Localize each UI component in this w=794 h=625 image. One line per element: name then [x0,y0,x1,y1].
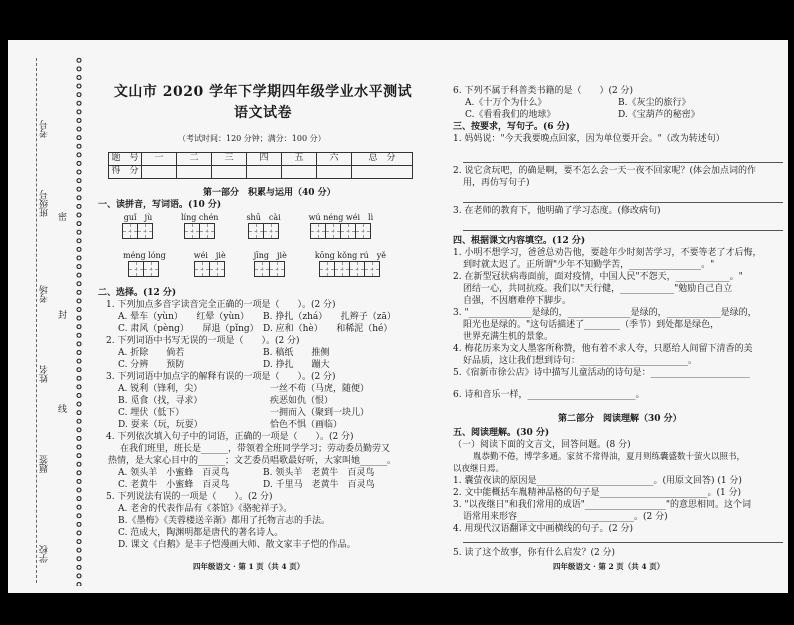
question-line: 语常用来形容__________________________。(2 分) [463,512,668,522]
answer-box[interactable] [349,261,365,277]
option: C. 肃风（pèng） 屏退（pǐng） [118,324,259,334]
score-cell[interactable] [177,166,212,179]
question-line: 好品质，这让我们想到诗句：________________________。 [463,356,698,366]
answer-box[interactable] [340,223,356,239]
option: A. 折除 倘若 [118,348,185,358]
label-kaochang: 考场 [40,285,50,303]
question-line: 自强，不因磨难停下脚步。 [463,296,572,306]
exam-paper [8,40,788,593]
label-mi: 密 [58,213,68,223]
answer-box[interactable] [310,223,326,239]
option: C.《看看我们的地球》 [465,110,556,120]
answer-line[interactable] [463,202,783,203]
score-table [108,152,413,179]
question-line: 用，再仿写句子) [463,178,530,188]
answer-box[interactable] [194,261,210,277]
question-line: 2. 文中能概括车胤精神品格的句子是________________________。(1 分) [453,488,742,498]
answer-box[interactable] [137,223,153,239]
exam-info: （考试时间：120 分钟；满分：100 分） [178,134,326,143]
answer-box[interactable] [355,223,371,239]
label-banji: 班级号 [40,190,50,217]
option: B.《灰尘的旅行》 [618,98,691,108]
pinyin: wéi jiè [193,251,226,260]
question-line: 到时就太迟了。正所谓"少年不知勤学苦，________________。" [463,260,715,270]
question-line: 3. "以夜继日"和我们常用的成语"__________________"的意思相同。这个词 [453,500,752,510]
binding-margin [8,40,88,593]
answer-box[interactable] [325,223,341,239]
option: B. 觅食（找，寻求） [118,396,203,406]
score-head: 二 [177,153,212,166]
option: A. 晕车（yùn） 红晕（yùn） [118,312,250,322]
question-line: 4. 梅花历来为文人墨客所称赞，他有着不求人夸，只愿给人间留下清香的美 [453,344,753,354]
page-footer: 四年级语文 · 第 1 页（共 4 页） [193,562,305,571]
answer-box[interactable] [254,261,270,277]
option: 一拥而入（聚到一块儿） [270,408,370,418]
answer-box[interactable] [364,261,380,277]
score-cell[interactable] [352,166,413,179]
q3-heading: 三、按要求，写句子。(6 分) [453,122,570,132]
answer-box[interactable] [269,261,285,277]
pinyin-row-1 [123,212,373,239]
question-line: 热情，是大家心目中的______；文艺委员唱歌最好听，大家叫她______。 [108,456,397,466]
question-line: 6. 诗和音乐一样，________________________。 [453,390,645,400]
answer-box[interactable] [122,223,138,239]
option: B. 挣扎（zhá） 扎辫子（zā） [263,312,396,322]
question-line: 2. 说它贪玩吧，的确是啊，要不怎么会一天一夜不回家呢？(体会加点词的作 [453,166,756,176]
score-label: 得 分 [109,166,142,179]
score-head: 一 [142,153,177,166]
q2-heading: 二、选择。(12 分) [98,288,177,298]
score-head: 三 [212,153,247,166]
answer-box[interactable] [334,261,350,277]
score-cell[interactable] [247,166,282,179]
question-line: 3. 在老师的教育下，他明确了学习态度。(修改病句) [453,206,661,216]
answer-box[interactable] [319,261,335,277]
pinyin: méng lóng [123,251,166,260]
question-line: 团结一心，共同抗疫。我们以"天行健，____________"勉励自己自立 [463,284,733,294]
question-line: 3. 下列词语中加点字的解释有误的一项是（ ）。(2 分) [106,372,336,382]
pinyin: líng chén [181,213,219,222]
option: C. 埋伏（低下） [118,408,185,418]
answer-box[interactable] [263,223,279,239]
label-feng: 封 [58,311,68,321]
option: B. 领头羊 老黄牛 百灵鸟 [263,468,375,478]
question-line: 5. 读了这个故事，你有什么启发？(2 分) [453,548,616,558]
pinyin: guǐ jù [123,213,153,222]
q5-heading: 五、阅读理解。(30 分) [453,428,550,438]
question-line: 1. 小明不想学习，爸爸总劝告他，要趁年少时刻苦学习，不要等老了才后悔， [453,248,762,258]
score-cell[interactable] [142,166,177,179]
option: B. 稿纸 推侧 [263,348,330,358]
question-line: 1. 下列加点多音字读音完全正确的一项是（ ）。(2 分) [106,300,336,310]
option: A. 领头羊 小蜜蜂 百灵鸟 [118,468,230,478]
option: A.《十万个为什么》 [465,98,547,108]
score-head: 题 号 [109,153,142,166]
label-tiqian: 题签 [40,455,50,473]
answer-line[interactable] [463,542,783,543]
question-line: 4. 用现代汉语翻译文中画横线的句子。(2 分) [453,524,634,534]
question-line: （一）阅读下面的文言文，回答问题。(8 分) [453,440,631,450]
part2-heading: 第二部分 阅读理解（30 分） [558,414,682,424]
part1-heading: 第一部分 积累与运用（40 分） [203,188,336,198]
option: A. 老舍的代表作品有《茶馆》《骆驼祥子》。 [118,504,293,514]
option: C. 老黄牛 小蜜蜂 百灵鸟 [118,480,230,490]
option: D.《宝葫芦的秘密》 [618,110,700,120]
score-cell[interactable] [282,166,317,179]
exam-subtitle: 语文试卷 [234,105,292,121]
pinyin: jīng jiè [253,251,287,260]
question-line: 阳光也是绿的。"这句话描述了________（季节）到处都是绿色， [463,320,720,330]
classical-text: 以夜继日焉。 [453,464,505,474]
question-line: 1. 囊萤夜读的原因是__________________________。(用原文回答) (1 分) [453,476,742,486]
question-line: 2. 下列词语中书写无误的一项是（ ）。(2 分) [106,336,300,346]
option: D. 课文《白鹅》是丰子恺漫画大师、散文家丰子恺的作品。 [118,540,356,550]
score-cell[interactable] [212,166,247,179]
option: C. 范成大，陶渊明都是唐代的著名诗人。 [118,528,284,538]
option: A. 锐利（锋利，尖） [118,384,203,394]
q1-heading: 一、读拼音，写词语。(10 分) [98,200,222,210]
answer-box[interactable] [184,223,200,239]
answer-box[interactable] [248,223,264,239]
option: 一丝不苟（马虎，随便） [270,384,370,394]
pinyin: shū cài [246,213,281,222]
option: 疾恶如仇（恨） [270,396,334,406]
exam-title: 文山市 2020 学年下学期四年级学业水平测试 [113,84,413,100]
option: C. 分辨 预防 [118,360,185,370]
question-line: 6. 下列不属于科普类书籍的是（ ）(2 分) [453,86,634,96]
answer-box[interactable] [199,223,215,239]
label-xingming: 姓名 [40,365,50,383]
question-line: 在我们班里，班长是______，带领着全班同学学习；劳动委员勤劳又 [120,444,391,454]
option: D. 耍来（玩，玩耍） [118,420,203,430]
score-head: 四 [247,153,282,166]
question-line: 1. 妈妈说："今天我要晚点回家，因为单位要开会。"（改为转述句） [453,134,725,144]
answer-line[interactable] [463,162,783,163]
answer-box[interactable] [143,261,159,277]
pinyin: kōng kǒng rú yě [314,251,387,260]
option: D. 千里马 老黄牛 百灵鸟 [263,480,375,490]
question-line: 4. 下列依次填入句子中的词语，正确的一项是（ ）。(2 分) [106,432,354,442]
score-head: 五 [282,153,317,166]
score-head: 六 [317,153,352,166]
page-footer: 四年级语文 · 第 2 页（共 4 页） [553,562,665,571]
question-line: 3. "______________是绿的，______________是绿的，____________是绿的， [453,308,757,318]
option: 恰色不惧（画临） [270,420,343,430]
option: B.《墨梅》《芙蓉楼送辛渐》都用了托物言志的手法。 [118,516,330,526]
binding-holes [75,56,83,586]
label-xuexiao: 学校 [40,545,50,563]
score-head: 总 分 [352,153,413,166]
option: D. 挣扎 蹦大 [263,360,330,370]
classical-text: 胤恭勤不倦，博学多通。家贫不常得油，夏月则练囊盛数十萤火以照书， [473,452,746,462]
cut-line [36,58,37,583]
label-kaohao: 考号 [40,120,50,138]
pinyin-row-2 [123,250,386,277]
answer-box[interactable] [128,261,144,277]
pinyin: wú néng wéi lì [308,213,374,222]
question-line: 5.《宿新市徐公店》诗中描写儿童活动的诗句是：______________________ [453,368,750,378]
label-xian: 线 [58,405,68,415]
question-line: 5. 下列说法有误的一项是（ ）。(2 分) [106,492,273,502]
option: D. 应和（hè） 和稀泥（hé） [263,324,393,334]
answer-line[interactable] [463,230,783,231]
question-line: 世界充满生机的景象。 [463,332,554,342]
q4-heading: 四、根据课文内容填空。(12 分) [453,236,586,246]
score-cell[interactable] [317,166,352,179]
answer-box[interactable] [209,261,225,277]
question-line: 2. 在新型冠状病毒面前，面对疫情，中国人民"不怨天，____________。" [453,272,743,282]
